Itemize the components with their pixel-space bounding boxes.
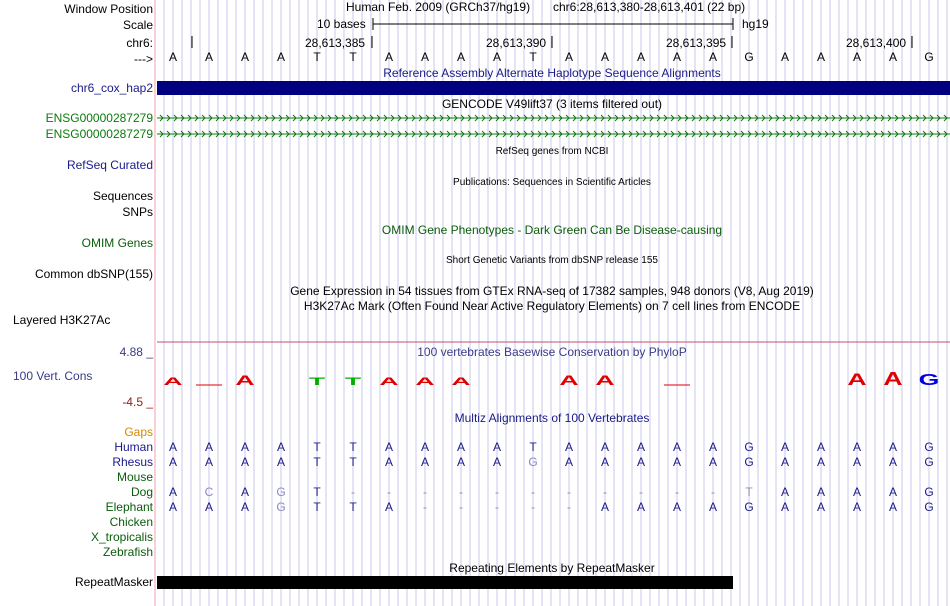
ruler-base: A (816, 50, 825, 64)
alignment-base: A (600, 500, 609, 514)
track-title-refseq[interactable]: RefSeq genes from NCBI (495, 146, 609, 157)
alignment-base: - (495, 500, 499, 514)
conservation-logo-letter: T (308, 375, 326, 388)
alignment-base: - (567, 485, 571, 499)
ruler-base: A (600, 50, 609, 64)
alignment-base: A (672, 455, 681, 469)
alignment-base: A (600, 455, 609, 469)
conservation-logo-letter: A (559, 372, 579, 389)
coordinate-tick: 28,613,390 (486, 36, 547, 50)
alignment-base: - (459, 500, 463, 514)
alignment-base: G (924, 500, 934, 514)
alignment-base: - (675, 485, 679, 499)
track-label-chr6-cox-hap2[interactable]: chr6_cox_hap2 (70, 81, 153, 95)
track-label-sequences[interactable]: Sequences (92, 189, 153, 203)
alignment-base: - (423, 485, 427, 499)
alignment-base: T (745, 485, 753, 499)
alignment-base: - (711, 485, 715, 499)
scale-text: 10 bases (317, 17, 366, 31)
assembly-text: Human Feb. 2009 (GRCh37/hg19) (346, 0, 531, 14)
scale-db-text: hg19 (742, 17, 769, 31)
alignment-base: A (168, 455, 177, 469)
ruler-base: A (888, 50, 897, 64)
alignment-base: A (672, 500, 681, 514)
alignment-base: A (816, 485, 825, 499)
gene-item-label[interactable]: ENSG00000287279 (45, 111, 153, 125)
track-title-omim[interactable]: OMIM Gene Phenotypes - Dark Green Can Be Disease-causing (381, 223, 723, 237)
alignment-base: T (349, 455, 357, 469)
track-label-refseq[interactable]: RefSeq Curated (66, 158, 153, 172)
ruler-base: A (564, 50, 573, 64)
ruler-base: A (780, 50, 789, 64)
track-label-dbsnp[interactable]: Common dbSNP(155) (34, 267, 153, 281)
ruler-base: G (744, 50, 754, 64)
ruler-base: A (168, 50, 177, 64)
conservation-logo-letter: A (235, 372, 255, 389)
alignment-base: - (603, 485, 607, 499)
alignment-base: G (924, 485, 934, 499)
conservation-logo-letter: T (344, 375, 362, 388)
track-label-snps[interactable]: SNPs (122, 205, 153, 219)
species-label[interactable]: Human (114, 440, 153, 454)
ruler-base: G (924, 50, 934, 64)
alignment-base: A (852, 440, 861, 454)
alignment-base: A (240, 440, 249, 454)
ruler-base: A (852, 50, 861, 64)
ruler-base: A (384, 50, 393, 64)
alignment-base: A (852, 455, 861, 469)
position-text: chr6:28,613,380-28,613,401 (22 bp) (553, 0, 746, 14)
alignment-base: G (924, 440, 934, 454)
ruler-base: T (529, 50, 537, 64)
species-label[interactable]: Rhesus (112, 455, 153, 469)
alignment-base: G (744, 455, 754, 469)
alignment-base: A (888, 500, 897, 514)
alignment-base: A (708, 500, 717, 514)
alignment-base: A (564, 440, 573, 454)
alignment-base: A (276, 455, 285, 469)
alignment-base: G (276, 500, 286, 514)
alignment-base: A (384, 500, 393, 514)
alignment-base: A (816, 500, 825, 514)
ruler-base: A (456, 50, 465, 64)
alignment-base: T (313, 485, 321, 499)
alignment-base: T (313, 500, 321, 514)
alignment-base: A (456, 440, 465, 454)
alignment-base: A (168, 500, 177, 514)
alignment-base: - (387, 485, 391, 499)
ruler-base: T (313, 50, 321, 64)
alignment-base: - (495, 485, 499, 499)
conservation-logo-letter: A (163, 375, 183, 388)
alignment-base: A (564, 455, 573, 469)
alignment-base: G (528, 455, 538, 469)
alignment-base: A (240, 485, 249, 499)
alignment-base: A (204, 500, 213, 514)
repeatmasker-bar (157, 576, 733, 589)
alignment-base: A (384, 440, 393, 454)
alignment-base: T (349, 500, 357, 514)
chrom-label: chr6: (126, 36, 153, 50)
alignment-base: A (888, 455, 897, 469)
conservation-logo-letter: A (415, 375, 435, 388)
alignment-base: A (384, 455, 393, 469)
alignment-base: A (852, 485, 861, 499)
alignment-base: - (351, 485, 355, 499)
conservation-min-label: -4.5 _ (122, 395, 153, 409)
alignment-base: A (816, 440, 825, 454)
alignment-base: A (204, 440, 213, 454)
alignment-base: A (636, 500, 645, 514)
alignment-base: A (240, 455, 249, 469)
conservation-logo-letter: G (918, 370, 940, 389)
alignment-base: - (423, 500, 427, 514)
alignment-base: A (708, 440, 717, 454)
alignment-base: A (456, 455, 465, 469)
alignment-base: A (708, 455, 717, 469)
species-label[interactable]: Mouse (116, 470, 153, 484)
alignment-base: A (780, 500, 789, 514)
track-title-conservation[interactable]: 100 vertebrates Basewise Conservation by PhyloP (417, 345, 687, 359)
species-label[interactable]: Elephant (105, 500, 153, 514)
alignment-base: A (852, 500, 861, 514)
alignment-base: A (420, 440, 429, 454)
alignment-base: A (420, 455, 429, 469)
species-label[interactable]: Dog (130, 485, 153, 499)
alignment-base: G (744, 500, 754, 514)
alignment-base: G (276, 485, 286, 499)
alignment-base: T (349, 440, 357, 454)
alignment-base: A (636, 455, 645, 469)
track-label-omim[interactable]: OMIM Genes (81, 236, 153, 250)
coordinate-tick: 28,613,385 (305, 36, 366, 50)
ruler-base: A (240, 50, 249, 64)
alignment-base: A (276, 440, 285, 454)
alignment-base: G (924, 455, 934, 469)
strand-label: ---> (134, 52, 153, 66)
track-label-h3k27ac[interactable]: Layered H3K27Ac (13, 313, 111, 327)
conservation-logo-letter: A (847, 369, 867, 389)
alignment-base: - (567, 500, 571, 514)
gene-item-label[interactable]: ENSG00000287279 (45, 127, 153, 141)
alignment-base: A (240, 500, 249, 514)
multiz-gaps-label: Gaps (124, 425, 153, 439)
track-title-publications[interactable]: Publications: Sequences in Scientific Articles (453, 177, 651, 188)
coordinate-tick: 28,613,395 (666, 36, 727, 50)
track-label-repeatmasker[interactable]: RepeatMasker (74, 575, 153, 589)
alignment-base: A (888, 485, 897, 499)
ruler-base: A (276, 50, 285, 64)
alignment-base: A (672, 440, 681, 454)
alignment-base: A (204, 455, 213, 469)
conservation-logo-letter: A (379, 375, 399, 388)
conservation-logo-letter: A (595, 372, 615, 389)
alignment-base: A (888, 440, 897, 454)
alignment-base: A (600, 440, 609, 454)
alignment-base: A (780, 485, 789, 499)
track-title-gencode[interactable]: GENCODE V49lift37 (3 items filtered out) (441, 97, 663, 111)
scale-label: Scale (122, 18, 153, 32)
alignment-base: - (459, 485, 463, 499)
alignment-base: - (531, 485, 535, 499)
ruler-base: A (708, 50, 717, 64)
alignment-base: G (744, 440, 754, 454)
track-title-h3k27ac[interactable]: H3K27Ac Mark (Often Found Near Active Regulatory Elements) on 7 cell lines from ENCODE (303, 299, 801, 313)
ruler-base: T (349, 50, 357, 64)
ruler-base: A (492, 50, 501, 64)
alignment-base: A (168, 485, 177, 499)
alignment-base: A (492, 440, 501, 454)
track-title-dbsnp[interactable]: Short Genetic Variants from dbSNP release 155 (446, 255, 658, 266)
track-label-conservation[interactable]: 100 Vert. Cons (13, 369, 93, 383)
alignment-base: - (639, 485, 643, 499)
alignment-base: A (780, 440, 789, 454)
track-title-gtex[interactable]: Gene Expression in 54 tissues from GTEx RNA-seq of 17382 samples, 948 donors (V8, Aug 2019) (290, 284, 814, 298)
ruler-base: A (204, 50, 213, 64)
alignment-base: A (492, 455, 501, 469)
ruler-base: A (636, 50, 645, 64)
alignment-base: C (204, 485, 214, 499)
alignment-base: - (531, 500, 535, 514)
alignment-base: T (529, 440, 537, 454)
alignment-base: A (816, 455, 825, 469)
species-label[interactable]: X_tropicalis (90, 530, 153, 544)
conservation-max-label: 4.88 _ (119, 345, 153, 359)
alignment-base: T (313, 440, 321, 454)
alt-haplotype-bar (157, 81, 950, 95)
conservation-logo-letter: A (883, 368, 903, 389)
alignment-base: A (780, 455, 789, 469)
alignment-base: A (168, 440, 177, 454)
species-label[interactable]: Chicken (109, 515, 153, 529)
species-label[interactable]: Zebrafish (102, 545, 153, 559)
conservation-logo-letter: A (451, 375, 471, 388)
window-position-label: Window Position (64, 2, 153, 16)
ruler-base: A (420, 50, 429, 64)
ruler-base: A (672, 50, 681, 64)
coordinate-tick: 28,613,400 (846, 36, 907, 50)
track-title-repeatmasker[interactable]: Repeating Elements by RepeatMasker (449, 561, 655, 575)
track-title-alt-haplotype[interactable]: Reference Assembly Alternate Haplotype Sequence Alignments (383, 66, 721, 80)
track-title-multiz[interactable]: Multiz Alignments of 100 Vertebrates (454, 411, 650, 425)
alignment-base: T (313, 455, 321, 469)
alignment-base: A (636, 440, 645, 454)
